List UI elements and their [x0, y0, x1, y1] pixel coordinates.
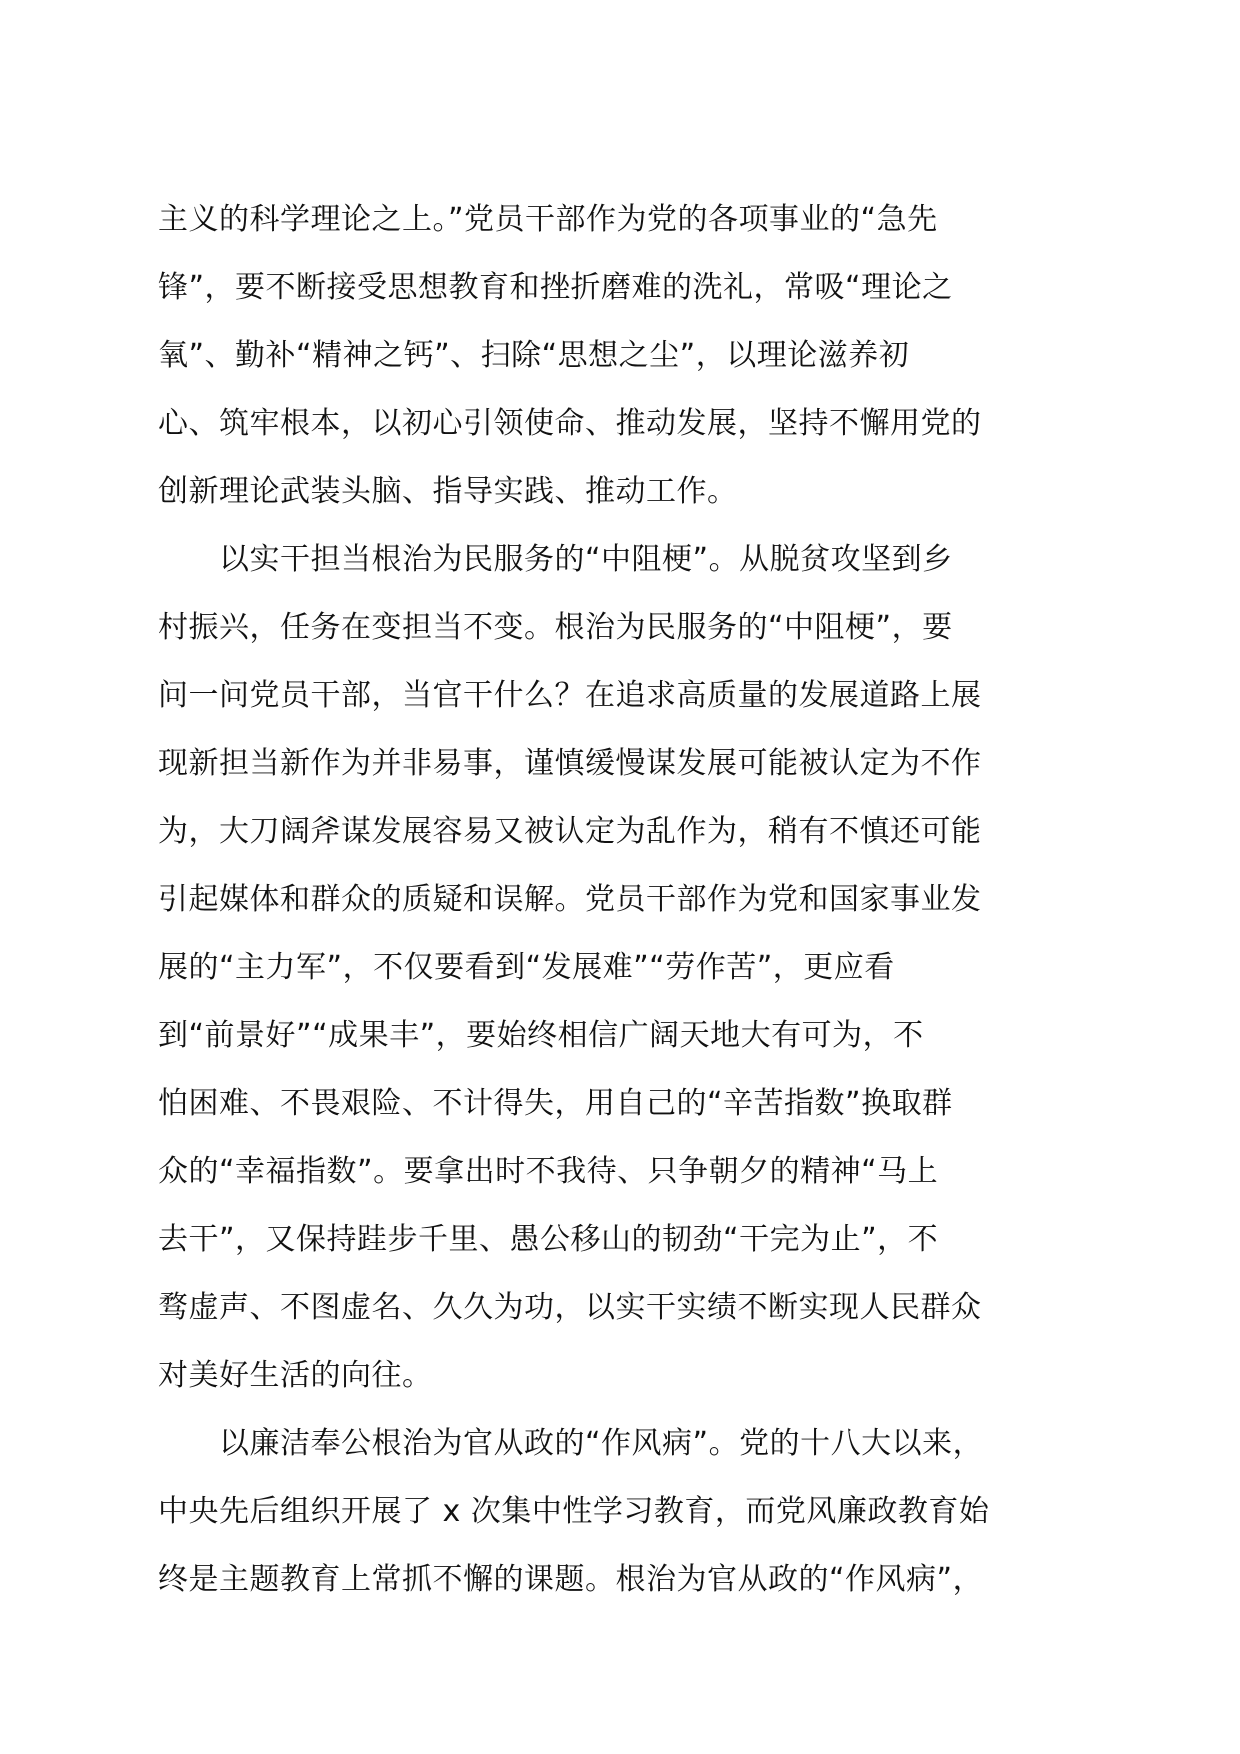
paragraph-line: 终是主题教育上常抓不懈的课题。根治为官从政的“作风病”， [158, 1562, 984, 1597]
paragraph-line: 主义的科学理论之上。”党员干部作为党的各项事业的“急先 [158, 202, 938, 237]
paragraph-line: 展的“主力军”，不仅要看到“发展难”“劳作苦”，更应看 [158, 950, 895, 985]
paragraph-line: 创新理论武装头脑、指导实践、推动工作。 [158, 474, 738, 509]
paragraph-3 [158, 1410, 1080, 1614]
paragraph-line: 引起媒体和群众的质疑和误解。党员干部作为党和国家事业发 [158, 882, 982, 917]
paragraph-line: 对美好生活的向往。 [158, 1358, 433, 1393]
paragraph-line: 心、筑牢根本，以初心引领使命、推动发展，坚持不懈用党的 [158, 406, 982, 441]
paragraph-line: 村振兴，任务在变担当不变。根治为民服务的“中阻梗”，要 [158, 610, 953, 645]
paragraph-line: 以实干担当根治为民服务的“中阻梗”。从脱贫攻坚到乡 [219, 542, 953, 577]
paragraph-line: 现新担当新作为并非易事，谨慎缓慢谋发展可能被认定为不作 [158, 746, 982, 781]
paragraph-line: 众的“幸福指数”。要拿出时不我待、只争朝夕的精神“马上 [158, 1154, 939, 1189]
paragraph-line: 氧”、勤补“精神之钙”、扫除“思想之尘”，以理论滋养初 [158, 338, 910, 373]
paragraph-line: 为，大刀阔斧谋发展容易又被认定为乱作为，稍有不慎还可能 [158, 814, 982, 849]
paragraph-1 [158, 186, 1080, 526]
paragraph-line: 中央先后组织开展了 x 次集中性学习教育，而党风廉政教育始 [158, 1494, 990, 1529]
paragraph-line: 问一问党员干部，当官干什么？在追求高质量的发展道路上展 [158, 678, 982, 713]
paragraph-line: 到“前景好”“成果丰”，要始终相信广阔天地大有可为，不 [158, 1018, 924, 1053]
paragraph-line: 锋”，要不断接受思想教育和挫折磨难的洗礼，常吸“理论之 [158, 270, 953, 305]
paragraph-line: 怕困难、不畏艰险、不计得失，用自己的“辛苦指数”换取群 [158, 1086, 953, 1121]
paragraph-2 [158, 526, 1080, 1410]
paragraph-line: 去干”，又保持跬步千里、愚公移山的韧劲“干完为止”，不 [158, 1222, 939, 1257]
paragraph-line: 以廉洁奉公根治为官从政的“作风病”。党的十八大以来， [219, 1426, 984, 1461]
body-text [158, 186, 1080, 1614]
paragraph-line: 骛虚声、不图虚名、久久为功，以实干实绩不断实现人民群众 [158, 1290, 982, 1325]
